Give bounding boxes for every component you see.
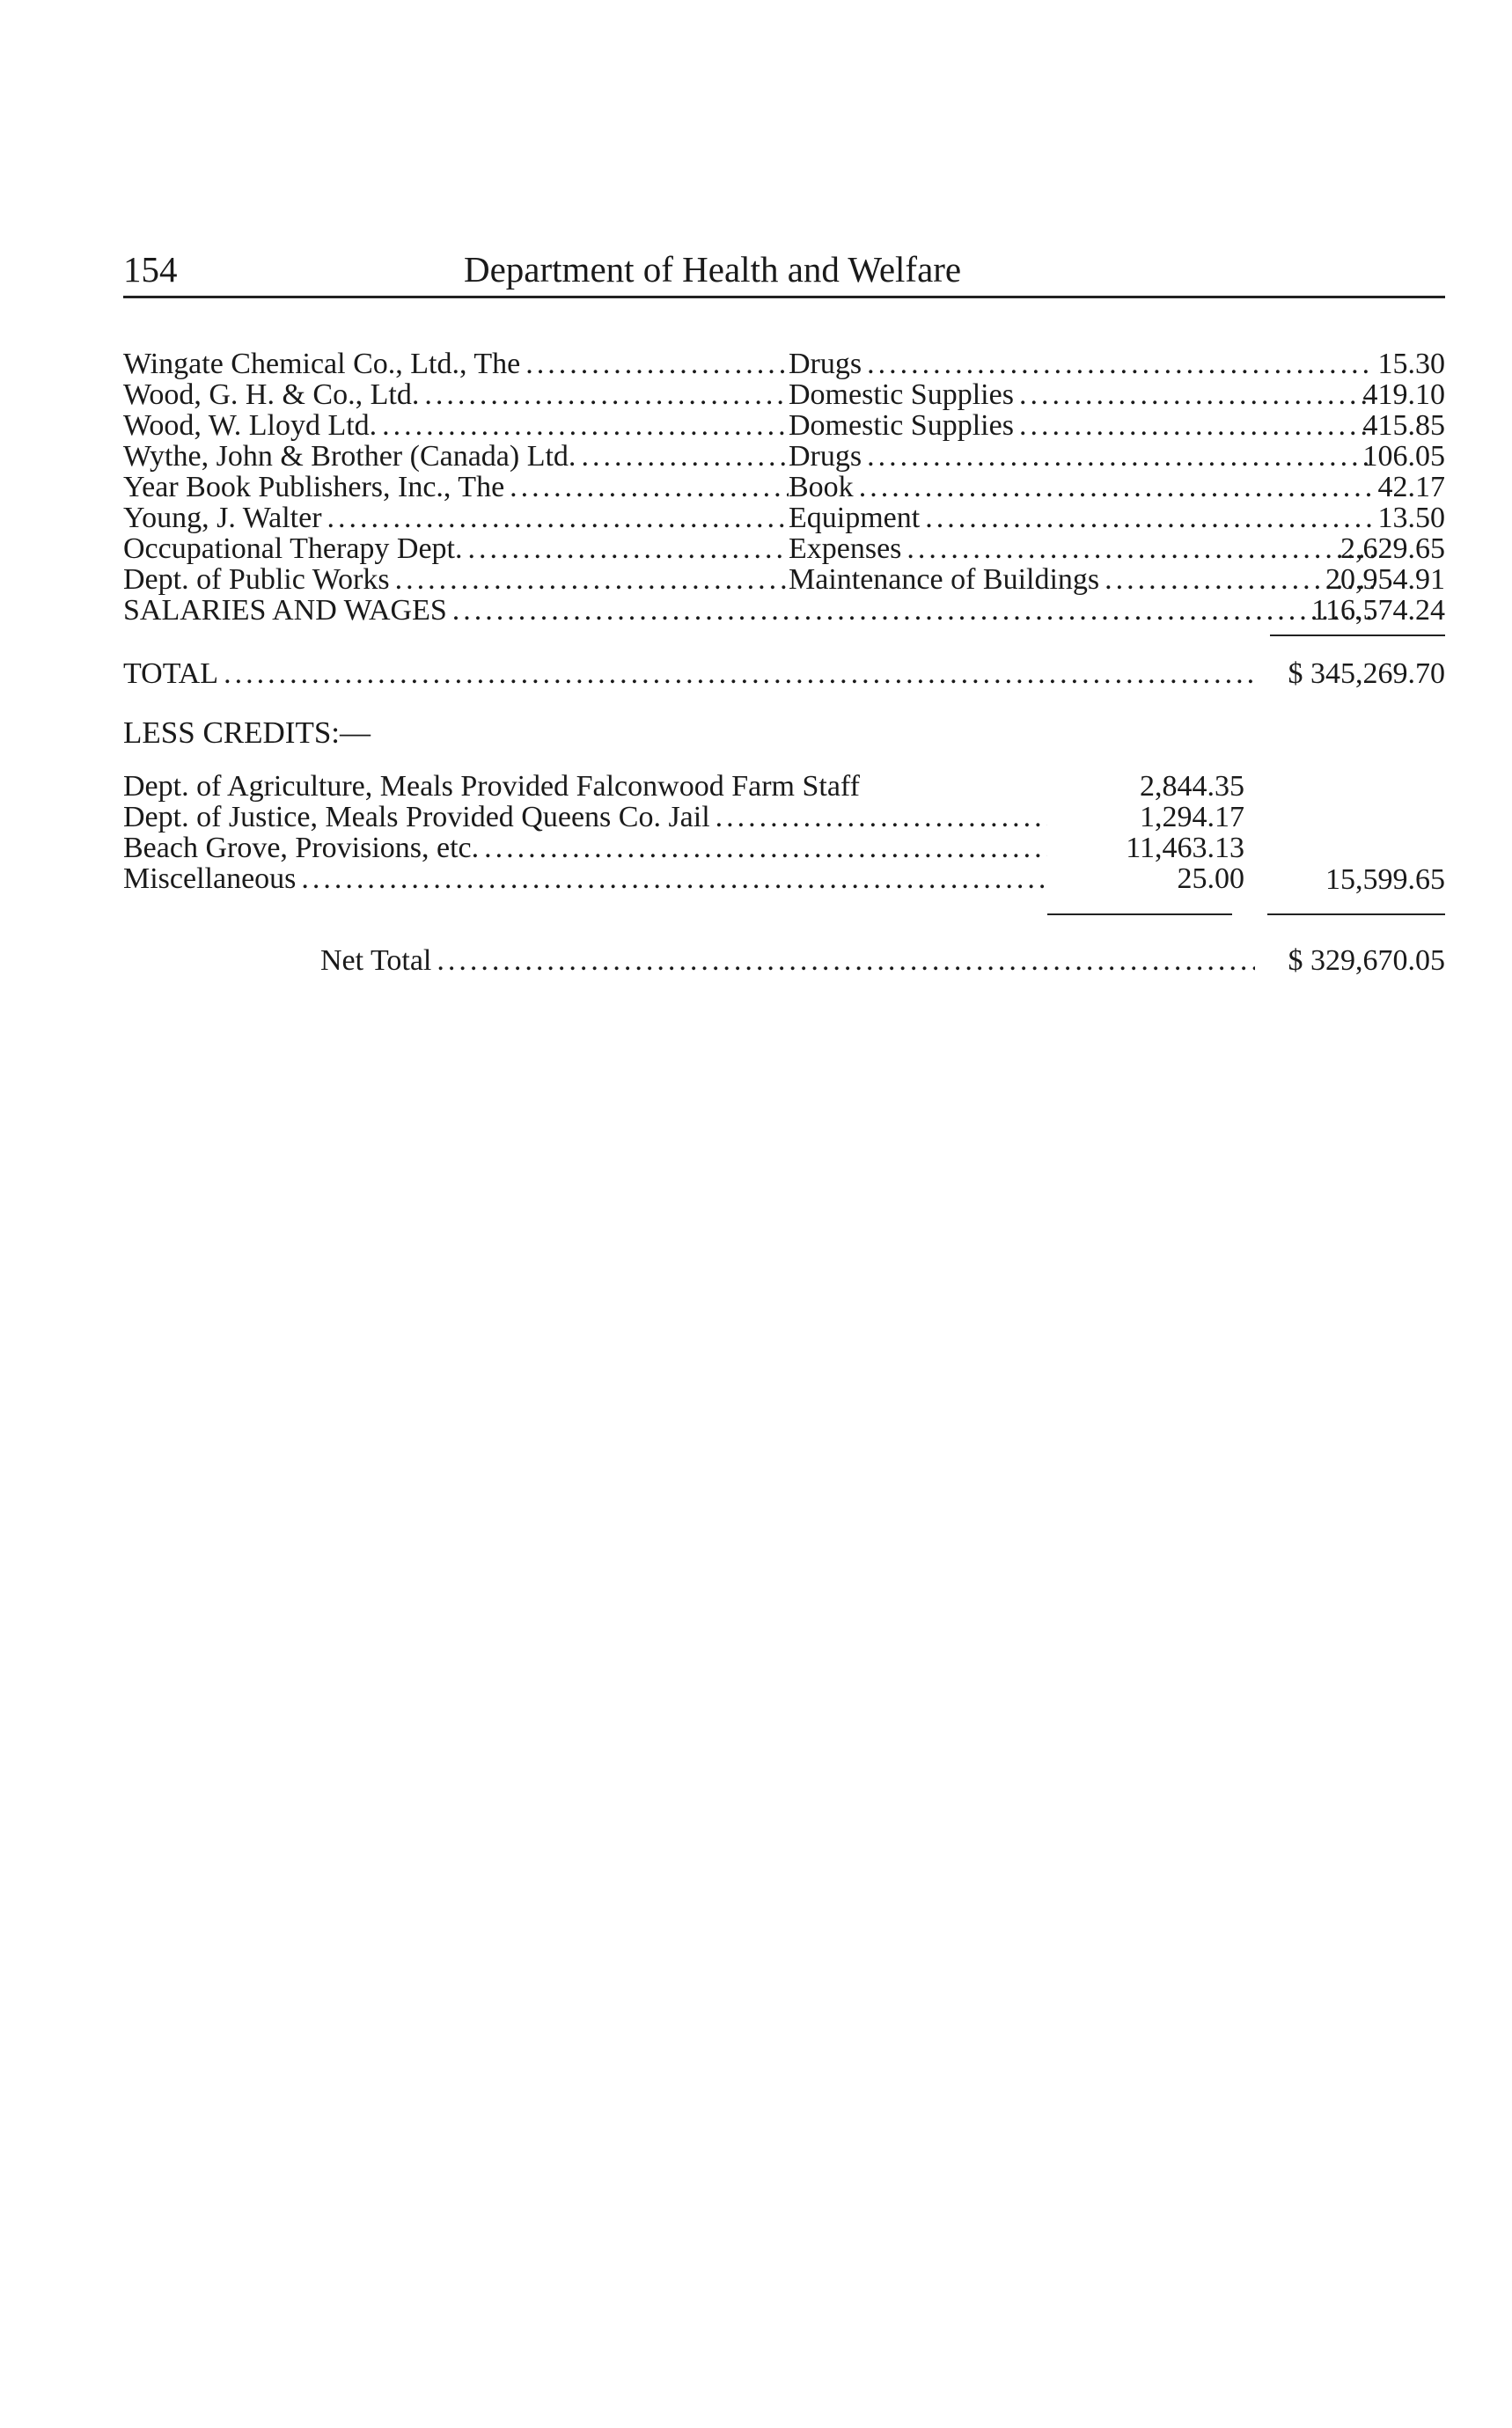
vendor-name: Wingate Chemical Co., Ltd., The [123, 349, 521, 379]
expense-row [123, 411, 1445, 441]
vendor-name: Young, J. Walter [123, 503, 322, 533]
credits-subtotal: 15,599.65 [1325, 863, 1445, 896]
expense-description: Domestic Supplies [789, 411, 1014, 441]
total-label: TOTAL [123, 659, 219, 689]
credit-amount: 2,844.35 [1140, 770, 1244, 803]
salaries-row [123, 596, 1445, 626]
expense-description: Maintenance of Buildings [789, 565, 1100, 595]
vendor-name: Dept. of Public Works [123, 565, 390, 595]
credit-row [123, 864, 1445, 894]
vendor-name: Wood, G. H. & Co., Ltd. [123, 380, 420, 410]
credit-amount: 25.00 [1177, 862, 1244, 895]
expense-description: Drugs [789, 349, 862, 379]
expense-row [123, 534, 1445, 564]
expense-description: Domestic Supplies [789, 380, 1014, 410]
credit-row [123, 772, 1445, 802]
net-rule [1267, 913, 1445, 915]
credit-row [123, 833, 1445, 863]
expense-amount: 106.05 [1362, 440, 1445, 473]
salaries-amount: 116,574.24 [1311, 594, 1445, 627]
credit-amount: 1,294.17 [1140, 801, 1244, 833]
total-rule [1270, 635, 1445, 636]
expense-row [123, 349, 1445, 379]
net-total-amount: $ 329,670.05 [1288, 944, 1445, 977]
vendor-name: Year Book Publishers, Inc., The [123, 473, 505, 502]
expense-amount: 419.10 [1362, 378, 1445, 411]
net-total-row [320, 946, 1445, 976]
credit-label: Dept. of Agriculture, Meals Provided Falconwood Farm Staff [123, 770, 860, 803]
expense-amount: 15.30 [1377, 348, 1445, 380]
credit-label: Beach Grove, Provisions, etc. [123, 833, 480, 863]
expense-row [123, 503, 1445, 533]
credit-label: Dept. of Justice, Meals Provided Queens Co. Jail [123, 803, 710, 833]
expense-row [123, 473, 1445, 502]
total-amount: $ 345,269.70 [1288, 657, 1445, 690]
expense-row [123, 442, 1445, 472]
expense-description: Equipment [789, 503, 921, 533]
expense-amount: 42.17 [1377, 471, 1445, 503]
expense-amount: 13.50 [1377, 502, 1445, 534]
credits-rule [1047, 913, 1232, 915]
vendor-name: Occupational Therapy Dept. [123, 534, 463, 564]
page-number: 154 [123, 249, 178, 290]
less-credits-heading: LESS CREDITS:— [123, 715, 371, 750]
expense-description: Book [789, 473, 854, 502]
salaries-label: SALARIES AND WAGES [123, 596, 447, 626]
page-header [123, 248, 1445, 298]
expense-amount: 20,954.91 [1325, 563, 1445, 596]
vendor-name: Wythe, John & Brother (Canada) Ltd. [123, 442, 576, 472]
expense-row [123, 565, 1445, 595]
credit-row [123, 803, 1445, 833]
total-row [123, 659, 1445, 689]
expense-row [123, 380, 1445, 410]
expense-description: Drugs [789, 442, 862, 472]
expense-amount: 2,629.65 [1340, 532, 1445, 565]
expense-description: Expenses [789, 534, 902, 564]
credit-label: Miscellaneous [123, 864, 297, 894]
running-title: Department of Health and Welfare [464, 249, 962, 290]
net-total-label: Net Total [320, 946, 432, 976]
credit-amount: 11,463.13 [1126, 832, 1244, 864]
vendor-name: Wood, W. Lloyd Ltd. [123, 411, 378, 441]
expense-amount: 415.85 [1362, 409, 1445, 442]
